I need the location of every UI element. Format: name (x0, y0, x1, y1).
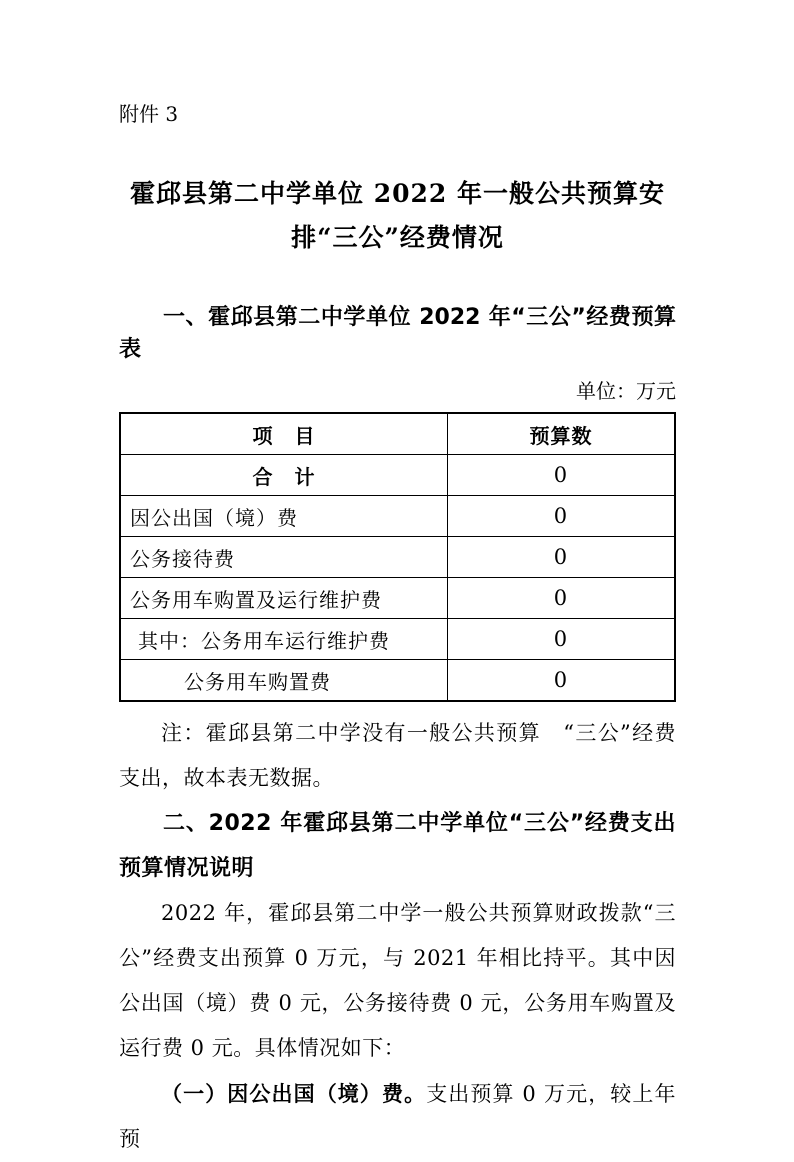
item-cell: 其中：公务用车运行维护费 (120, 619, 447, 660)
value-cell: 0 (447, 660, 675, 702)
column-header-item: 项 目 (120, 413, 447, 455)
table-row (120, 660, 675, 702)
budget-table (119, 412, 676, 702)
item-cell: 合 计 (120, 455, 447, 496)
column-header-budget: 预算数 (447, 413, 675, 455)
table-row (120, 578, 675, 619)
budget-table-body (120, 455, 675, 702)
value-cell: 0 (447, 619, 675, 660)
value-cell: 0 (447, 537, 675, 578)
item-cell: 公务用车购置及运行维护费 (120, 578, 447, 619)
value-cell: 0 (447, 496, 675, 537)
item-cell: 因公出国（境）费 (120, 496, 447, 537)
table-row (120, 455, 675, 496)
table-row (120, 496, 675, 537)
section1-heading: 一、霍邱县第二中学单位 2022 年“三公”经费预算表 (119, 305, 676, 362)
table-header-row (120, 413, 675, 455)
value-cell: 0 (447, 455, 675, 496)
table-row (120, 537, 675, 578)
table-row (120, 619, 675, 660)
attachment-label: 附件 3 (119, 102, 179, 126)
section2-heading: 二、2022 年霍邱县第二中学单位“三公”经费支出预算情况说明 (119, 811, 676, 881)
item-cell: 公务接待费 (120, 537, 447, 578)
value-cell: 0 (447, 578, 675, 619)
unit-label: 单位：万元 (576, 379, 676, 403)
item1-rest: 支出预算 0 万元，较上年预 (119, 1082, 677, 1151)
section2-item1 (119, 1071, 676, 1162)
document-title: 霍邱县第二中学单位 2022 年一般公共预算安排“三公”经费情况 (130, 179, 665, 252)
item1-lead: （一）因公出国（境）费。 (161, 1081, 427, 1106)
table-note: 注：霍邱县第二中学没有一般公共预算 “三公”经费支出，故本表无数据。 (119, 721, 676, 790)
item-cell: 公务用车购置费 (120, 660, 447, 702)
section2-paragraph: 2022 年，霍邱县第二中学一般公共预算财政拨款“三公”经费支出预算 0 万元，与 2021 年相比持平。其中因公出国（境）费 0 元，公务接待费 0 元，公务用车购置及运行费 0 元。具体情况如下： (119, 901, 676, 1060)
